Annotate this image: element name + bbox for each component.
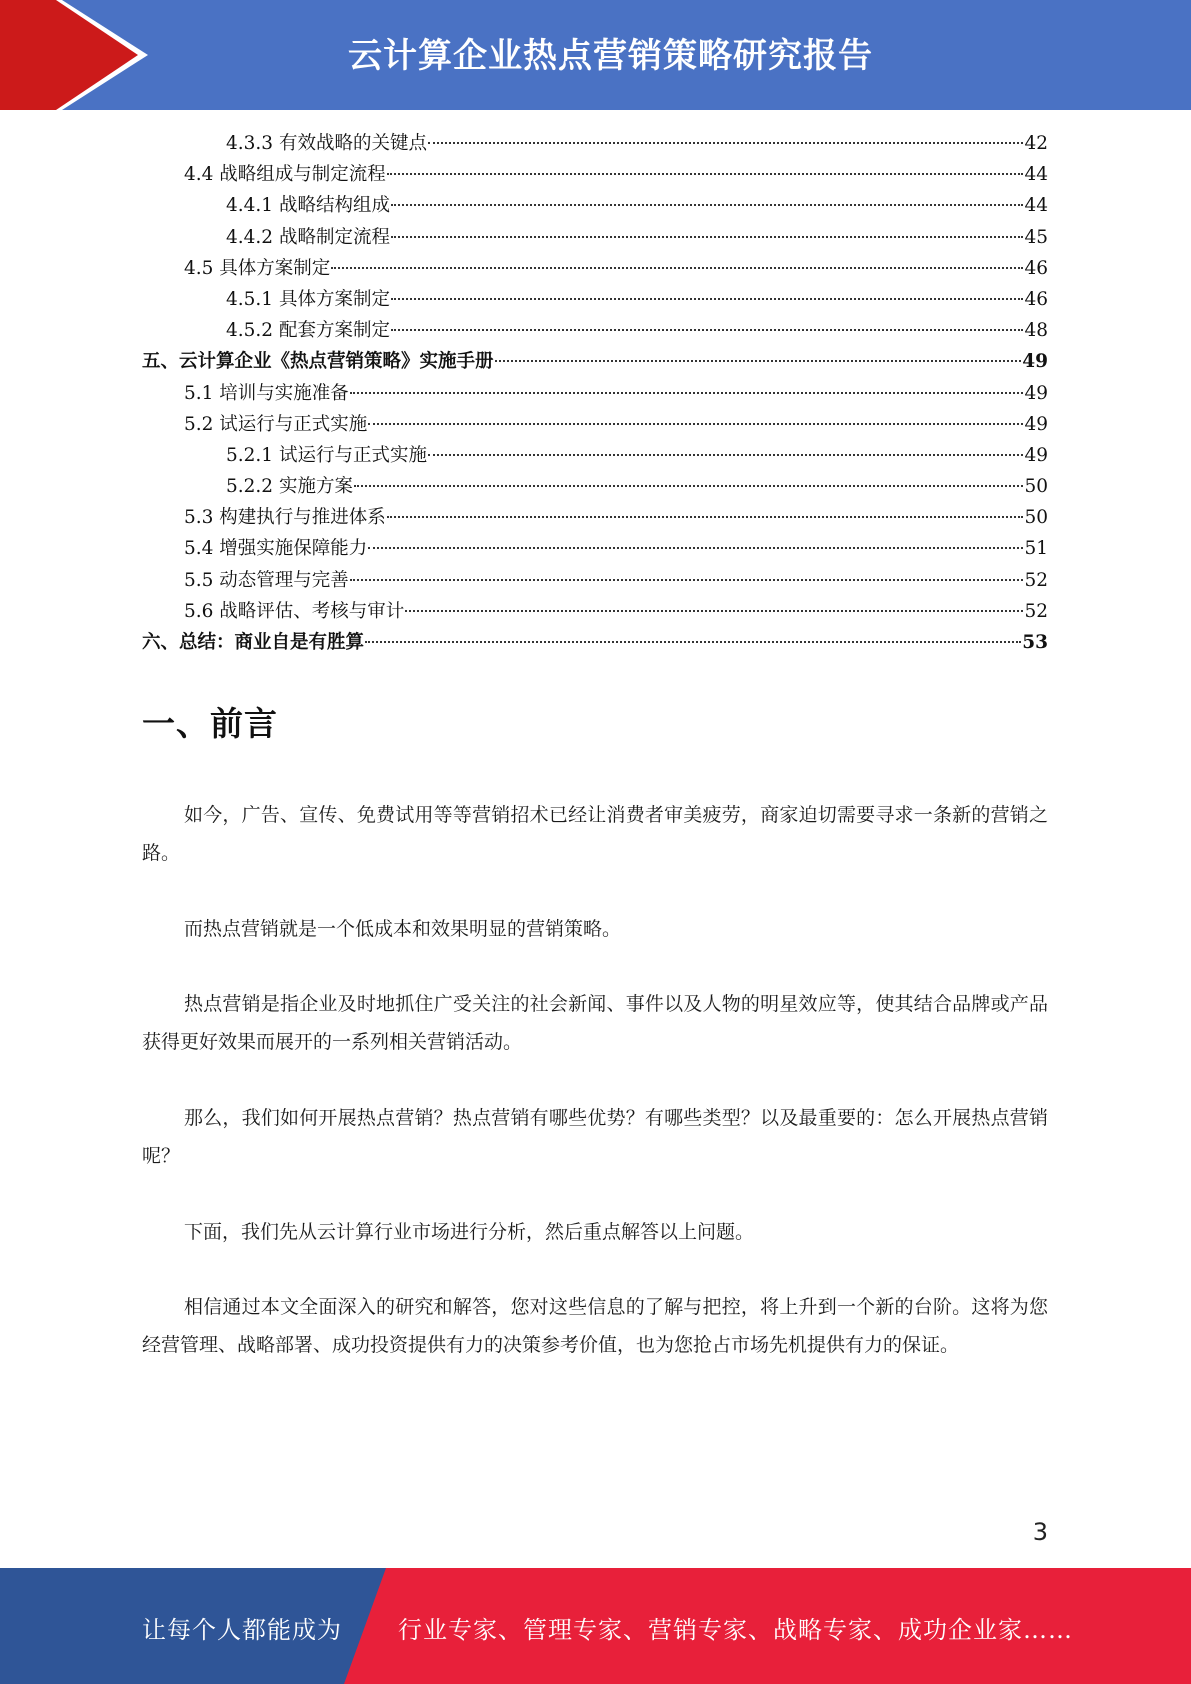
toc-dot-leader: [391, 298, 1023, 300]
toc-entry[interactable]: [142, 284, 1048, 315]
toc-entry[interactable]: [142, 471, 1048, 502]
toc-entry-page: 45: [1024, 226, 1048, 248]
toc-entry-page: 51: [1024, 538, 1048, 560]
toc-dot-leader: [354, 485, 1024, 487]
toc-entry-label: 5.2.1 试运行与正式实施: [226, 444, 427, 466]
toc-entry-page: 49: [1022, 351, 1048, 373]
toc-entry-label: 4.5 具体方案制定: [184, 257, 331, 279]
section-title: 一、前言: [142, 704, 278, 743]
toc-entry-page: 52: [1024, 569, 1048, 591]
toc-entry-page: 50: [1024, 507, 1048, 529]
toc-entry[interactable]: [142, 502, 1048, 533]
page-number: 3: [1032, 1518, 1048, 1546]
paragraph-intro: 如今，广告、宣传、免费试用等等营销招术已经让消费者审美疲劳，商家迫切需要寻求一条新的营销之路。: [142, 804, 1048, 864]
toc-dot-leader: [365, 641, 1021, 643]
toc-entry[interactable]: [142, 315, 1048, 346]
toc-entry-page: 44: [1024, 195, 1048, 217]
toc-entry[interactable]: [142, 596, 1048, 627]
toc-entry-page: 49: [1024, 444, 1048, 466]
toc-entry-label: 4.5.1 具体方案制定: [226, 288, 390, 310]
toc-dot-leader: [368, 547, 1023, 549]
paragraph-closing: 相信通过本文全面深入的研究和解答，您对这些信息的了解与把控，将上升到一个新的台阶。这将为您经营管理、战略部署、成功投资提供有力的决策参考价值，也为您抢占市场先机提供有力的保证。: [142, 1296, 1048, 1356]
toc-dot-leader: [405, 610, 1023, 612]
toc-dot-leader: [391, 236, 1023, 238]
toc-entry-page: 48: [1024, 320, 1048, 342]
footer-slogan-right: 行业专家、管理专家、营销专家、战略专家、成功企业家……: [398, 1616, 1073, 1644]
toc-entry[interactable]: [142, 128, 1048, 159]
toc-entry[interactable]: [142, 190, 1048, 221]
toc-entry-label: 六、总结：商业自是有胜算: [142, 632, 365, 653]
toc-entry-page: 46: [1024, 257, 1048, 279]
toc-entry[interactable]: [142, 378, 1048, 409]
toc-dot-leader: [391, 329, 1023, 331]
toc-entry[interactable]: [142, 533, 1048, 564]
toc-entry-label: 5.5 动态管理与完善: [184, 569, 349, 591]
toc-entry-label: 4.4.1 战略结构组成: [226, 195, 390, 217]
toc-entry-page: 44: [1024, 164, 1048, 186]
toc-entry-page: 49: [1024, 413, 1048, 435]
toc-dot-leader: [331, 267, 1023, 269]
toc-entry-page: 42: [1024, 133, 1048, 154]
toc-entry[interactable]: [142, 159, 1048, 190]
toc-dot-leader: [350, 579, 1024, 581]
toc-dot-leader: [387, 516, 1024, 518]
toc-dot-leader: [387, 173, 1024, 175]
toc-entry[interactable]: [142, 409, 1048, 440]
toc-entry-label: 4.3.3 有效战略的关键点: [226, 133, 427, 154]
report-header: [0, 0, 1191, 110]
toc-entry[interactable]: [142, 346, 1048, 377]
table-of-contents: [142, 128, 1048, 658]
toc-entry[interactable]: [142, 253, 1048, 284]
toc-entry[interactable]: [142, 440, 1048, 471]
report-title: 云计算企业热点营销策略研究报告: [348, 36, 873, 76]
toc-entry-label: 5.1 培训与实施准备: [184, 382, 349, 404]
paragraph-definition: 热点营销是指企业及时地抓住广受关注的社会新闻、事件以及人物的明星效应等，使其结合品牌或产品获得更好效果而展开的一系列相关营销活动。: [142, 993, 1048, 1053]
toc-entry-page: 53: [1022, 632, 1048, 653]
toc-dot-leader: [391, 204, 1023, 206]
toc-entry-page: 49: [1024, 382, 1048, 404]
toc-dot-leader: [428, 454, 1023, 456]
toc-entry[interactable]: [142, 565, 1048, 596]
toc-entry-label: 4.4 战略组成与制定流程: [184, 164, 386, 186]
toc-entry-label: 4.4.2 战略制定流程: [226, 226, 390, 248]
report-footer: [0, 1568, 1191, 1684]
toc-dot-leader: [495, 360, 1022, 362]
toc-dot-leader: [368, 423, 1023, 425]
toc-dot-leader: [428, 142, 1023, 144]
toc-entry-label: 5.6 战略评估、考核与审计: [184, 600, 405, 622]
toc-entry[interactable]: [142, 222, 1048, 253]
toc-entry-label: 五、云计算企业《热点营销策略》实施手册: [142, 351, 494, 373]
toc-entry-label: 5.2.2 实施方案: [226, 476, 353, 498]
toc-entry[interactable]: [142, 627, 1048, 658]
paragraph-next: 下面，我们先从云计算行业市场进行分析，然后重点解答以上问题。: [184, 1221, 755, 1243]
toc-dot-leader: [350, 392, 1024, 394]
toc-entry-page: 46: [1024, 288, 1048, 310]
toc-entry-label: 5.2 试运行与正式实施: [184, 413, 368, 435]
toc-entry-label: 5.4 增强实施保障能力: [184, 538, 368, 560]
toc-entry-label: 4.5.2 配套方案制定: [226, 320, 390, 342]
paragraph-questions: 那么，我们如何开展热点营销？热点营销有哪些优势？有哪些类型？以及最重要的：怎么开展热点营销呢？: [142, 1107, 1048, 1167]
toc-entry-label: 5.3 构建执行与推进体系: [184, 507, 386, 529]
toc-entry-page: 50: [1024, 476, 1048, 498]
toc-entry-page: 52: [1024, 600, 1048, 622]
footer-slogan-left: 让每个人都能成为: [142, 1616, 342, 1644]
paragraph-definition-short: 而热点营销就是一个低成本和效果明显的营销策略。: [184, 918, 622, 940]
